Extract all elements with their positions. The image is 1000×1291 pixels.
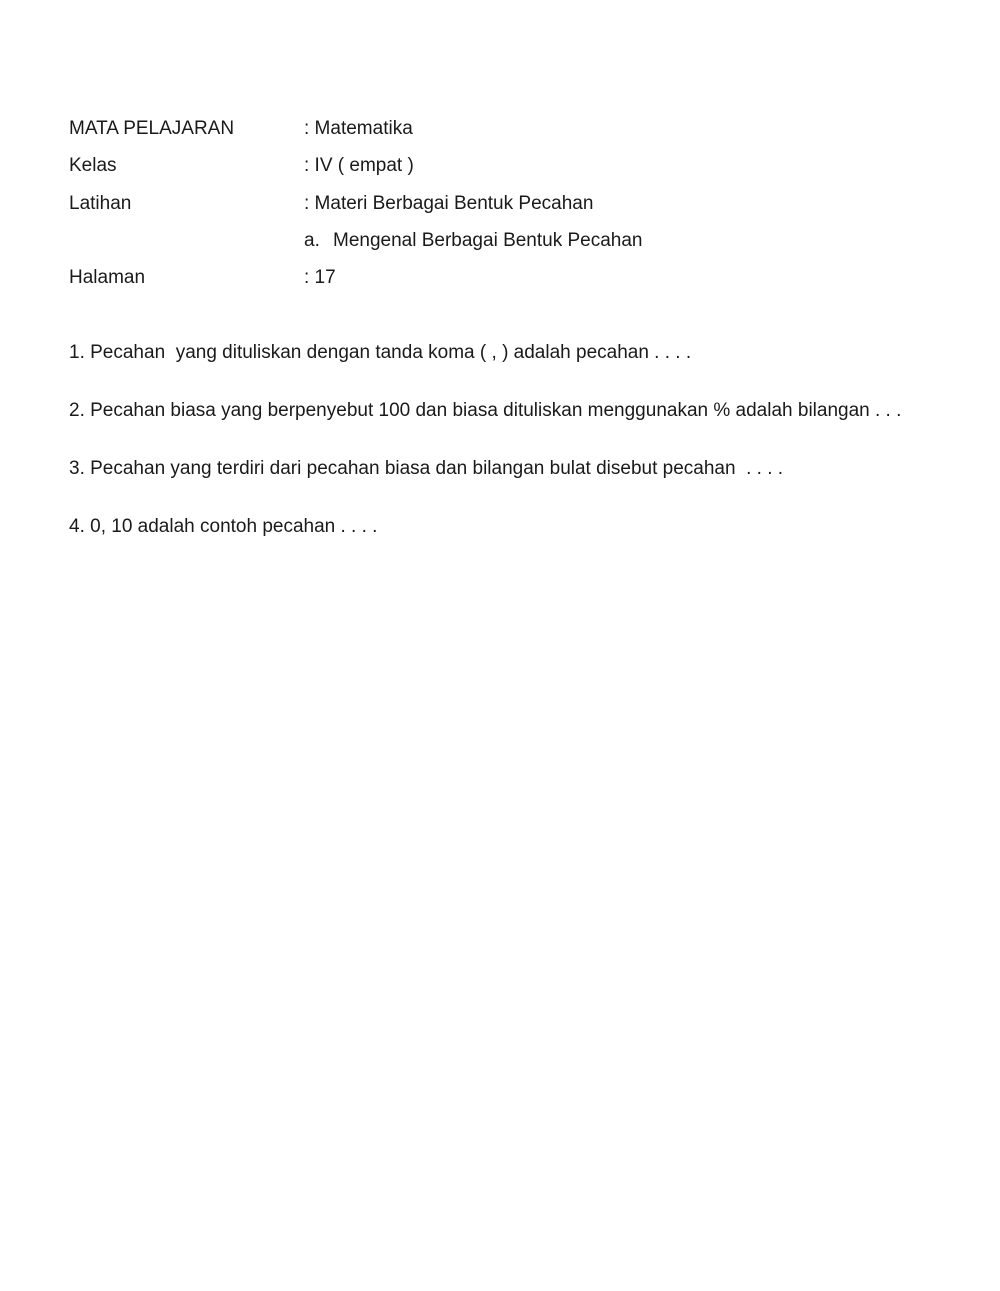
- exercise-value: : Materi Berbagai Bentuk Pecahan: [304, 193, 594, 214]
- page-value: : 17: [304, 267, 336, 288]
- sub-item-marker: a.: [304, 230, 320, 251]
- class-value: : IV ( empat ): [304, 155, 414, 176]
- page-label: Halaman: [69, 267, 146, 288]
- question-1: 1. Pecahan yang dituliskan dengan tanda koma ( , ) adalah pecahan . . . .: [69, 342, 692, 363]
- exercise-sub-item: [304, 229, 643, 253]
- question-4: 4. 0, 10 adalah contoh pecahan . . . .: [69, 516, 378, 537]
- sub-item-text: Mengenal Berbagai Bentuk Pecahan: [333, 230, 643, 251]
- question-2: 2. Pecahan biasa yang berpenyebut 100 dan biasa dituliskan menggunakan % adalah bilangan . . .: [69, 400, 902, 421]
- class-label: Kelas: [69, 155, 117, 176]
- subject-label: MATA PELAJARAN: [69, 118, 235, 139]
- exercise-label: Latihan: [69, 193, 132, 214]
- question-3: 3. Pecahan yang terdiri dari pecahan biasa dan bilangan bulat disebut pecahan . . . .: [69, 458, 784, 479]
- subject-value: : Matematika: [304, 118, 413, 139]
